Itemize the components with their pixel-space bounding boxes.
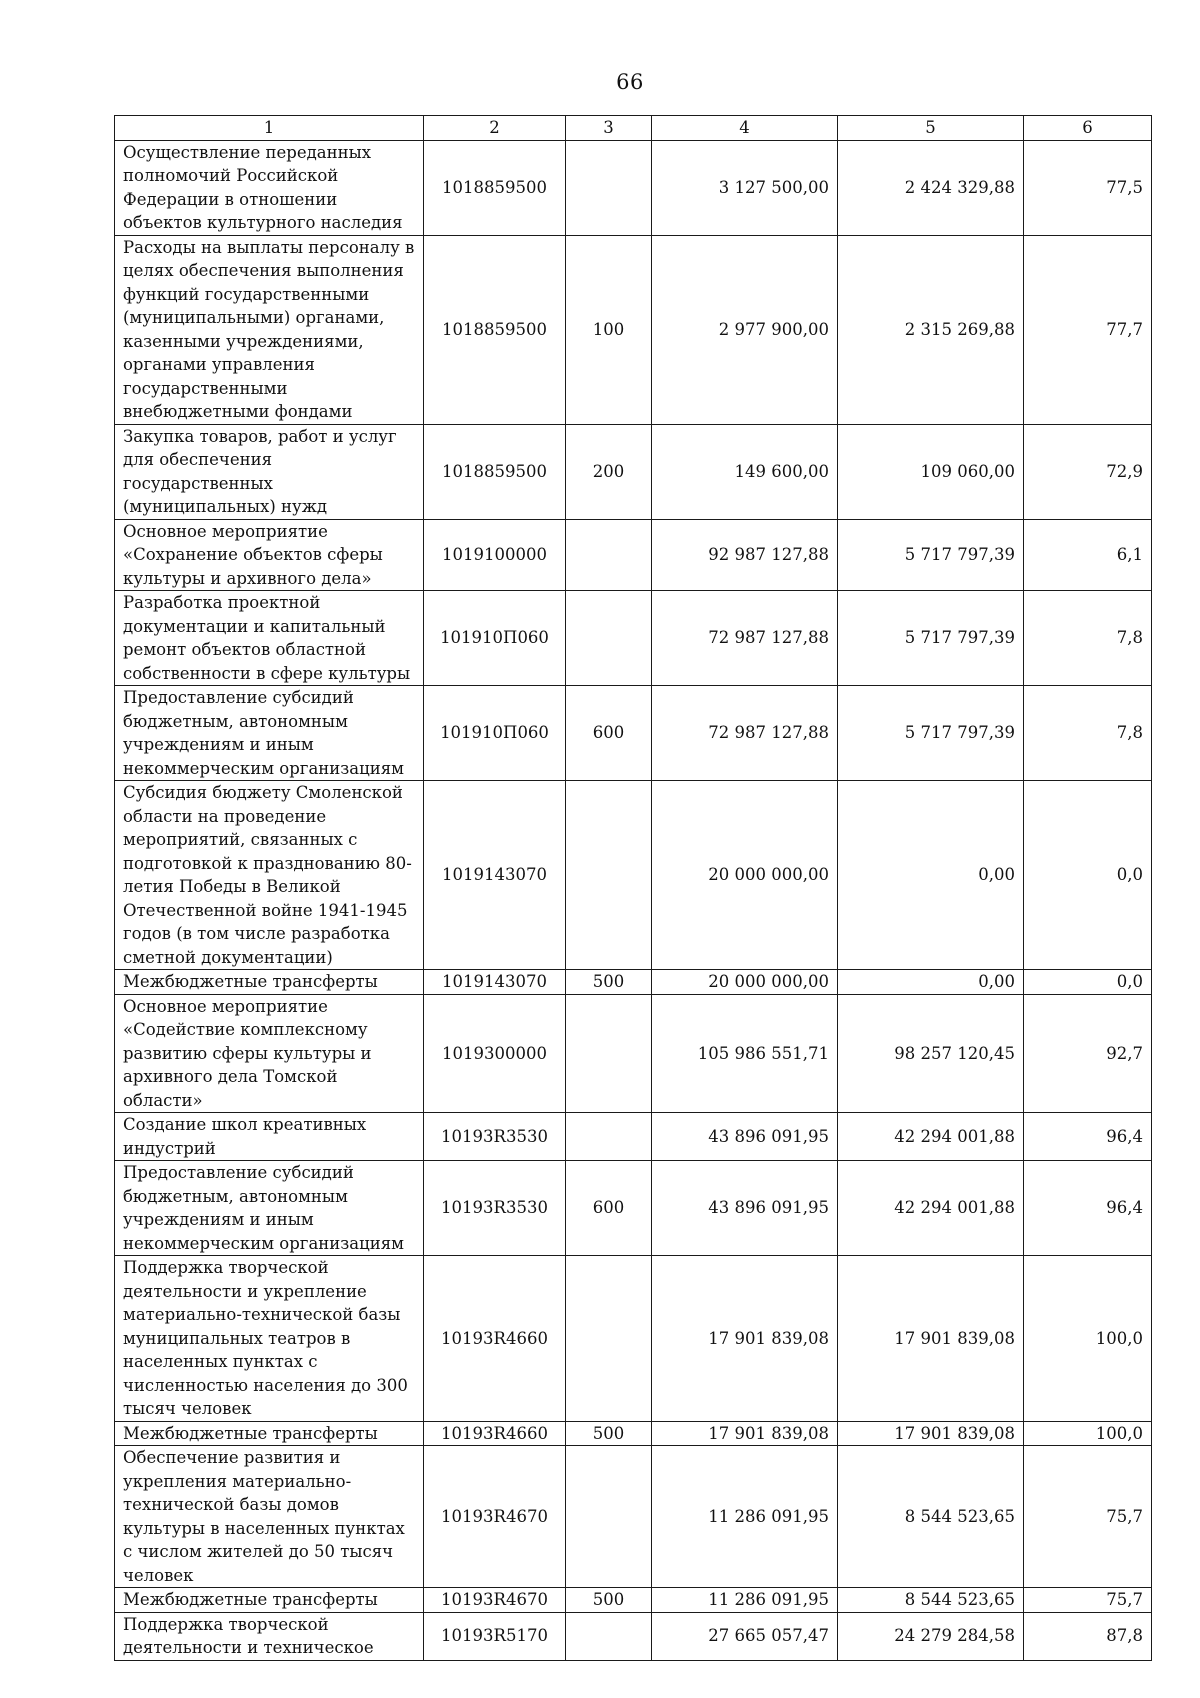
row-plan-cell: 11 286 091,95 (652, 1588, 838, 1613)
row-code-cell: 10193R3530 (424, 1113, 566, 1161)
row-name-cell: Поддержка творческой деятельности и техническое (115, 1612, 424, 1660)
row-code-cell: 1018859500 (424, 424, 566, 519)
row-name-cell: Осуществление переданных полномочий Российской Федерации в отношении объектов культурного наследия (115, 140, 424, 235)
row-code-cell: 1019100000 (424, 519, 566, 591)
row-code-cell: 1018859500 (424, 235, 566, 424)
table-header (115, 116, 1152, 141)
row-fact-cell: 98 257 120,45 (838, 994, 1024, 1113)
row-name-cell: Закупка товаров, работ и услуг для обеспечения государственных (муниципальных) нужд (115, 424, 424, 519)
row-fact-cell: 42 294 001,88 (838, 1113, 1024, 1161)
row-code-cell: 101910П060 (424, 686, 566, 781)
row-expense-type-cell: 600 (566, 686, 652, 781)
row-name-cell: Расходы на выплаты персоналу в целях обеспечения выполнения функций государственными (муниципальными) органами, казенными учреждениями, органами управления государственными внебюджетными фондами (115, 235, 424, 424)
row-percent-cell: 7,8 (1024, 591, 1152, 686)
row-fact-cell: 17 901 839,08 (838, 1421, 1024, 1446)
row-plan-cell: 2 977 900,00 (652, 235, 838, 424)
row-plan-cell: 20 000 000,00 (652, 781, 838, 970)
row-plan-cell: 20 000 000,00 (652, 970, 838, 995)
row-percent-cell: 0,0 (1024, 970, 1152, 995)
row-plan-cell: 17 901 839,08 (652, 1256, 838, 1422)
row-fact-cell: 5 717 797,39 (838, 591, 1024, 686)
table-row (115, 235, 1152, 424)
table-row (115, 970, 1152, 995)
row-expense-type-cell: 500 (566, 970, 652, 995)
row-name-cell: Предоставление субсидий бюджетным, автономным учреждениям и иным некоммерческим организациям (115, 686, 424, 781)
row-expense-type-cell (566, 994, 652, 1113)
table-row (115, 1421, 1152, 1446)
row-fact-cell: 8 544 523,65 (838, 1446, 1024, 1588)
row-plan-cell: 3 127 500,00 (652, 140, 838, 235)
row-name-cell: Создание школ креативных индустрий (115, 1113, 424, 1161)
row-expense-type-cell (566, 1256, 652, 1422)
row-percent-cell: 72,9 (1024, 424, 1152, 519)
row-fact-cell: 0,00 (838, 781, 1024, 970)
row-expense-type-cell (566, 781, 652, 970)
row-percent-cell: 7,8 (1024, 686, 1152, 781)
row-fact-cell: 2 315 269,88 (838, 235, 1024, 424)
column-header-4: 4 (652, 116, 838, 141)
row-expense-type-cell (566, 1113, 652, 1161)
row-name-cell: Разработка проектной документации и капитальный ремонт объектов областной собственности в сфере культуры (115, 591, 424, 686)
column-header-1: 1 (115, 116, 424, 141)
table-row (115, 994, 1152, 1113)
row-name-cell: Субсидия бюджету Смоленской области на проведение мероприятий, связанных с подготовкой к празднованию 80-летия Победы в Великой Отечественной войне 1941-1945 годов (в том числе разработка сметной документации) (115, 781, 424, 970)
row-code-cell: 1019143070 (424, 781, 566, 970)
row-percent-cell: 92,7 (1024, 994, 1152, 1113)
row-fact-cell: 0,00 (838, 970, 1024, 995)
row-expense-type-cell (566, 1612, 652, 1660)
row-code-cell: 10193R3530 (424, 1161, 566, 1256)
row-percent-cell: 0,0 (1024, 781, 1152, 970)
row-code-cell: 101910П060 (424, 591, 566, 686)
row-expense-type-cell: 500 (566, 1421, 652, 1446)
row-code-cell: 10193R4670 (424, 1446, 566, 1588)
budget-execution-table (114, 115, 1152, 1661)
table-row (115, 1113, 1152, 1161)
row-name-cell: Межбюджетные трансферты (115, 1421, 424, 1446)
row-fact-cell: 5 717 797,39 (838, 686, 1024, 781)
row-plan-cell: 43 896 091,95 (652, 1113, 838, 1161)
row-expense-type-cell: 500 (566, 1588, 652, 1613)
table-row (115, 519, 1152, 591)
row-code-cell: 1019143070 (424, 970, 566, 995)
row-percent-cell: 77,5 (1024, 140, 1152, 235)
row-plan-cell: 72 987 127,88 (652, 686, 838, 781)
row-fact-cell: 24 279 284,58 (838, 1612, 1024, 1660)
table-row (115, 1161, 1152, 1256)
row-percent-cell: 100,0 (1024, 1256, 1152, 1422)
column-number-row (115, 116, 1152, 141)
row-expense-type-cell: 600 (566, 1161, 652, 1256)
column-header-5: 5 (838, 116, 1024, 141)
row-name-cell: Межбюджетные трансферты (115, 970, 424, 995)
row-code-cell: 10193R4660 (424, 1421, 566, 1446)
row-expense-type-cell: 100 (566, 235, 652, 424)
row-code-cell: 10193R5170 (424, 1612, 566, 1660)
row-percent-cell: 6,1 (1024, 519, 1152, 591)
row-percent-cell: 96,4 (1024, 1161, 1152, 1256)
table-row (115, 424, 1152, 519)
row-fact-cell: 17 901 839,08 (838, 1256, 1024, 1422)
row-plan-cell: 92 987 127,88 (652, 519, 838, 591)
row-percent-cell: 87,8 (1024, 1612, 1152, 1660)
column-header-2: 2 (424, 116, 566, 141)
row-code-cell: 10193R4670 (424, 1588, 566, 1613)
table-row (115, 1588, 1152, 1613)
row-fact-cell: 2 424 329,88 (838, 140, 1024, 235)
row-fact-cell: 8 544 523,65 (838, 1588, 1024, 1613)
row-fact-cell: 109 060,00 (838, 424, 1024, 519)
column-header-6: 6 (1024, 116, 1152, 141)
table-row (115, 686, 1152, 781)
row-percent-cell: 75,7 (1024, 1588, 1152, 1613)
row-name-cell: Обеспечение развития и укрепления материально-технической базы домов культуры в населенных пунктах с числом жителей до 50 тысяч человек (115, 1446, 424, 1588)
row-code-cell: 1018859500 (424, 140, 566, 235)
row-expense-type-cell (566, 591, 652, 686)
table-row (115, 1446, 1152, 1588)
row-name-cell: Предоставление субсидий бюджетным, автономным учреждениям и иным некоммерческим организациям (115, 1161, 424, 1256)
row-plan-cell: 27 665 057,47 (652, 1612, 838, 1660)
row-percent-cell: 75,7 (1024, 1446, 1152, 1588)
table-row (115, 140, 1152, 235)
row-fact-cell: 5 717 797,39 (838, 519, 1024, 591)
row-plan-cell: 149 600,00 (652, 424, 838, 519)
row-name-cell: Основное мероприятие «Содействие комплексному развитию сферы культуры и архивного дела Томской области» (115, 994, 424, 1113)
row-plan-cell: 11 286 091,95 (652, 1446, 838, 1588)
row-expense-type-cell (566, 519, 652, 591)
row-name-cell: Межбюджетные трансферты (115, 1588, 424, 1613)
table-row (115, 1256, 1152, 1422)
row-code-cell: 10193R4660 (424, 1256, 566, 1422)
row-plan-cell: 72 987 127,88 (652, 591, 838, 686)
row-plan-cell: 17 901 839,08 (652, 1421, 838, 1446)
row-percent-cell: 77,7 (1024, 235, 1152, 424)
row-name-cell: Поддержка творческой деятельности и укрепление материально-технической базы муниципальных театров в населенных пунктах с численностью населения до 300 тысяч человек (115, 1256, 424, 1422)
table-row (115, 591, 1152, 686)
table-body (115, 140, 1152, 1660)
row-percent-cell: 100,0 (1024, 1421, 1152, 1446)
column-header-3: 3 (566, 116, 652, 141)
row-fact-cell: 42 294 001,88 (838, 1161, 1024, 1256)
row-expense-type-cell (566, 140, 652, 235)
row-expense-type-cell: 200 (566, 424, 652, 519)
row-percent-cell: 96,4 (1024, 1113, 1152, 1161)
row-plan-cell: 43 896 091,95 (652, 1161, 838, 1256)
page-number: 66 (616, 70, 644, 94)
row-plan-cell: 105 986 551,71 (652, 994, 838, 1113)
table-row (115, 781, 1152, 970)
row-code-cell: 1019300000 (424, 994, 566, 1113)
row-name-cell: Основное мероприятие «Сохранение объектов сферы культуры и архивного дела» (115, 519, 424, 591)
row-expense-type-cell (566, 1446, 652, 1588)
table-row (115, 1612, 1152, 1660)
